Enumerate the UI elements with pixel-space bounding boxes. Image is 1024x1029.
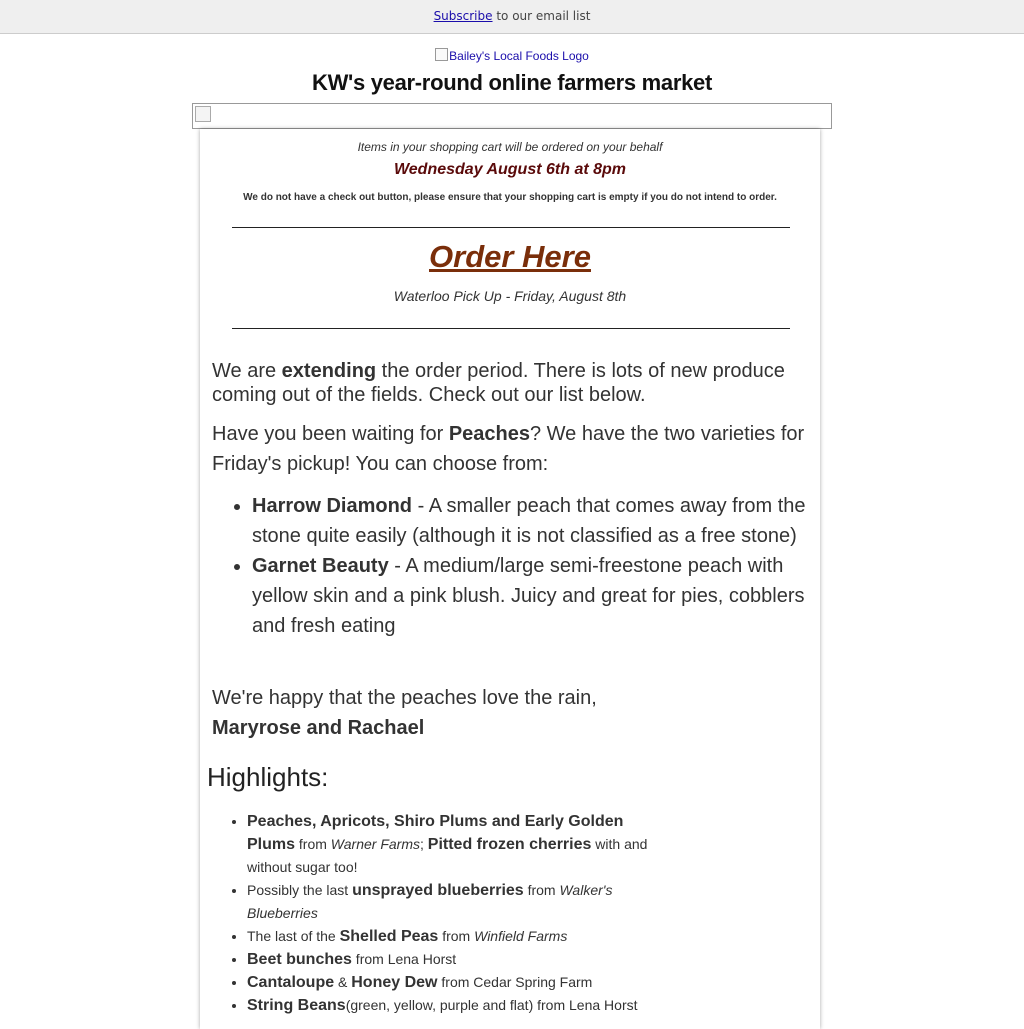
checkout-note: We do not have a check out button, please ensure that your shopping cart is empty if you do not intend to order. [243,192,777,203]
list-item: • Harrow Diamond - A smaller peach that comes away from the stone quite easily (although it is not classified as a free stone) [252,491,842,551]
pickup-info: Waterloo Pick Up - Friday, August 8th [393,288,627,304]
peach-varieties-list [222,491,842,641]
divider [232,328,790,329]
banner-image [192,103,832,129]
intro-paragraph: We are extending the order period. There is lots of new produce coming out of the fields. Check out our list below. [212,360,785,406]
highlights-list [217,810,657,1017]
newsletter-card [200,129,820,1029]
list-item: • Beet bunches from Lena Horst [247,948,657,971]
list-item: • Cantaloupe & Honey Dew from Cedar Spring Farm [247,971,657,994]
signoff-line: We're happy that the peaches love the rain, [212,687,597,709]
order-here-link[interactable]: Order Here [429,239,591,274]
list-item: • Possibly the last unsprayed blueberries from Walker's Blueberries [247,879,657,925]
signoff [212,683,812,743]
subscribe-text: to our email list [492,9,591,23]
list-item: • String Beans(green, yellow, purple and flat) from Lena Horst [247,994,657,1017]
peaches-paragraph: Have you been waiting for Peaches? We have the two varieties for Friday's pickup! You can choose from: [212,423,805,475]
highlights-heading: Highlights: [207,762,329,792]
logo-alt-text: Bailey's Local Foods Logo [449,49,589,63]
list-item: • Garnet Beauty - A medium/large semi-freestone peach with yellow skin and a pink blush. Juicy and great for pies, cobblers and fresh eating [252,551,842,641]
broken-image-icon [195,106,211,122]
broken-image-icon [435,48,448,61]
divider [232,227,790,228]
list-item: • Peaches, Apricots, Shiro Plums and Early Golden Plums from Warner Farms; Pitted frozen cherries with and without sugar too! [247,810,657,879]
top-bar [0,0,1024,34]
logo[interactable] [0,48,1024,63]
signoff-names: Maryrose and Rachael [212,717,425,739]
list-item: • The last of the Shelled Peas from Winfield Farms [247,925,657,948]
cart-note: Items in your shopping cart will be ordered on your behalf [357,140,663,154]
page-title: KW's year-round online farmers market [311,70,713,95]
subscribe-link[interactable]: Subscribe [433,9,493,23]
order-deadline: Wednesday August 6th at 8pm [393,161,627,178]
